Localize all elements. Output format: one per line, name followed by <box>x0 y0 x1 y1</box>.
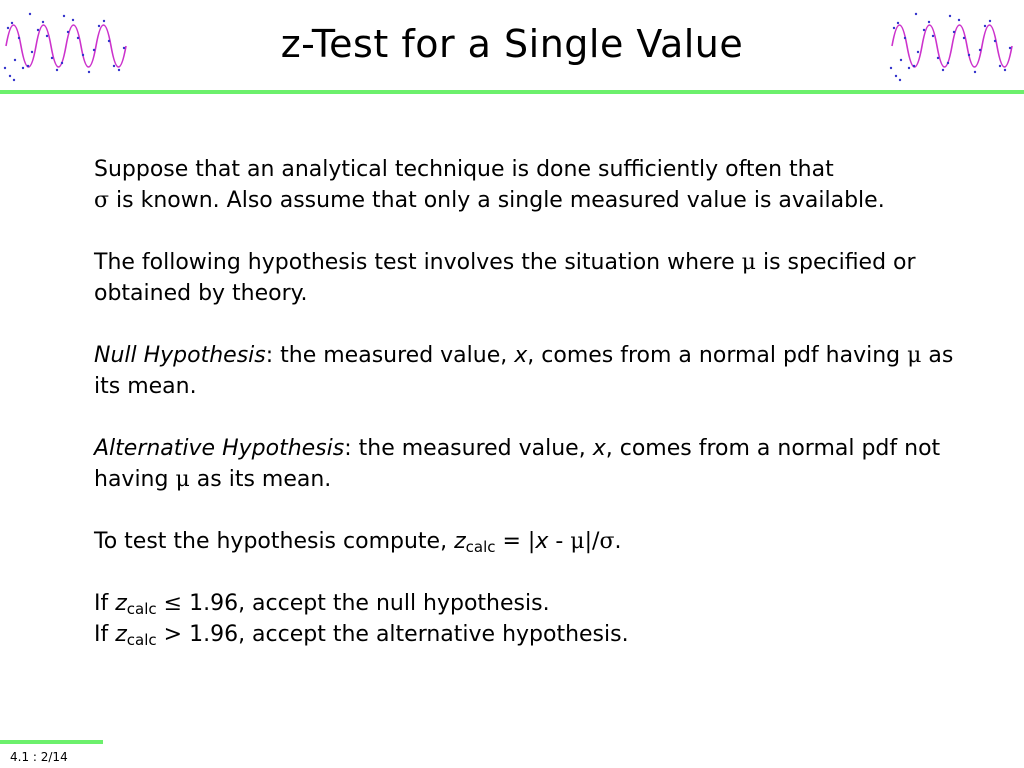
mu-symbol: μ <box>570 529 585 554</box>
decision-rule-alternative: If $z_{calc} > 1.96$, accept the alternative hypothesis. <box>94 622 629 649</box>
null-hypothesis-label: Null Hypothesis <box>94 343 266 368</box>
intro-paragraph: Suppose that an analytical technique is done sufficiently often that σ is known. Also assume that only a single measured value is available. <box>94 157 885 213</box>
alternative-hypothesis-paragraph: Alternative Hypothesis: the measured value, x, comes from a normal pdf not having μ as its mean. <box>94 436 941 492</box>
alternative-hypothesis-label: Alternative Hypothesis <box>94 436 345 461</box>
mu-symbol: μ <box>175 467 190 492</box>
mu-symbol: μ <box>907 343 922 368</box>
null-hypothesis-paragraph: Null Hypothesis: the measured value, x, comes from a normal pdf having μ as its mean. <box>94 343 954 399</box>
footer-divider <box>0 740 103 744</box>
mu-symbol: μ <box>741 250 756 275</box>
sigma-symbol: σ <box>599 529 615 554</box>
hypothesis-setup-paragraph: The following hypothesis test involves the situation where μ is specified or obtained by theory. <box>94 250 916 306</box>
slide-title: z-Test for a Single Value <box>280 22 744 66</box>
sigma-symbol: σ <box>94 188 110 213</box>
less-equal-symbol: ≤ <box>156 591 190 616</box>
decision-rule-null: If $z_{calc} \le 1.96$, accept the null hypothesis. <box>94 591 550 618</box>
test-statistic-paragraph: To test the hypothesis compute, $z_{calc} = |x - \mu|/\sigma$. <box>94 529 622 556</box>
title-divider <box>0 90 1024 94</box>
slide-number: 4.1 : 2/14 <box>10 750 68 764</box>
slide-body <box>94 154 974 650</box>
